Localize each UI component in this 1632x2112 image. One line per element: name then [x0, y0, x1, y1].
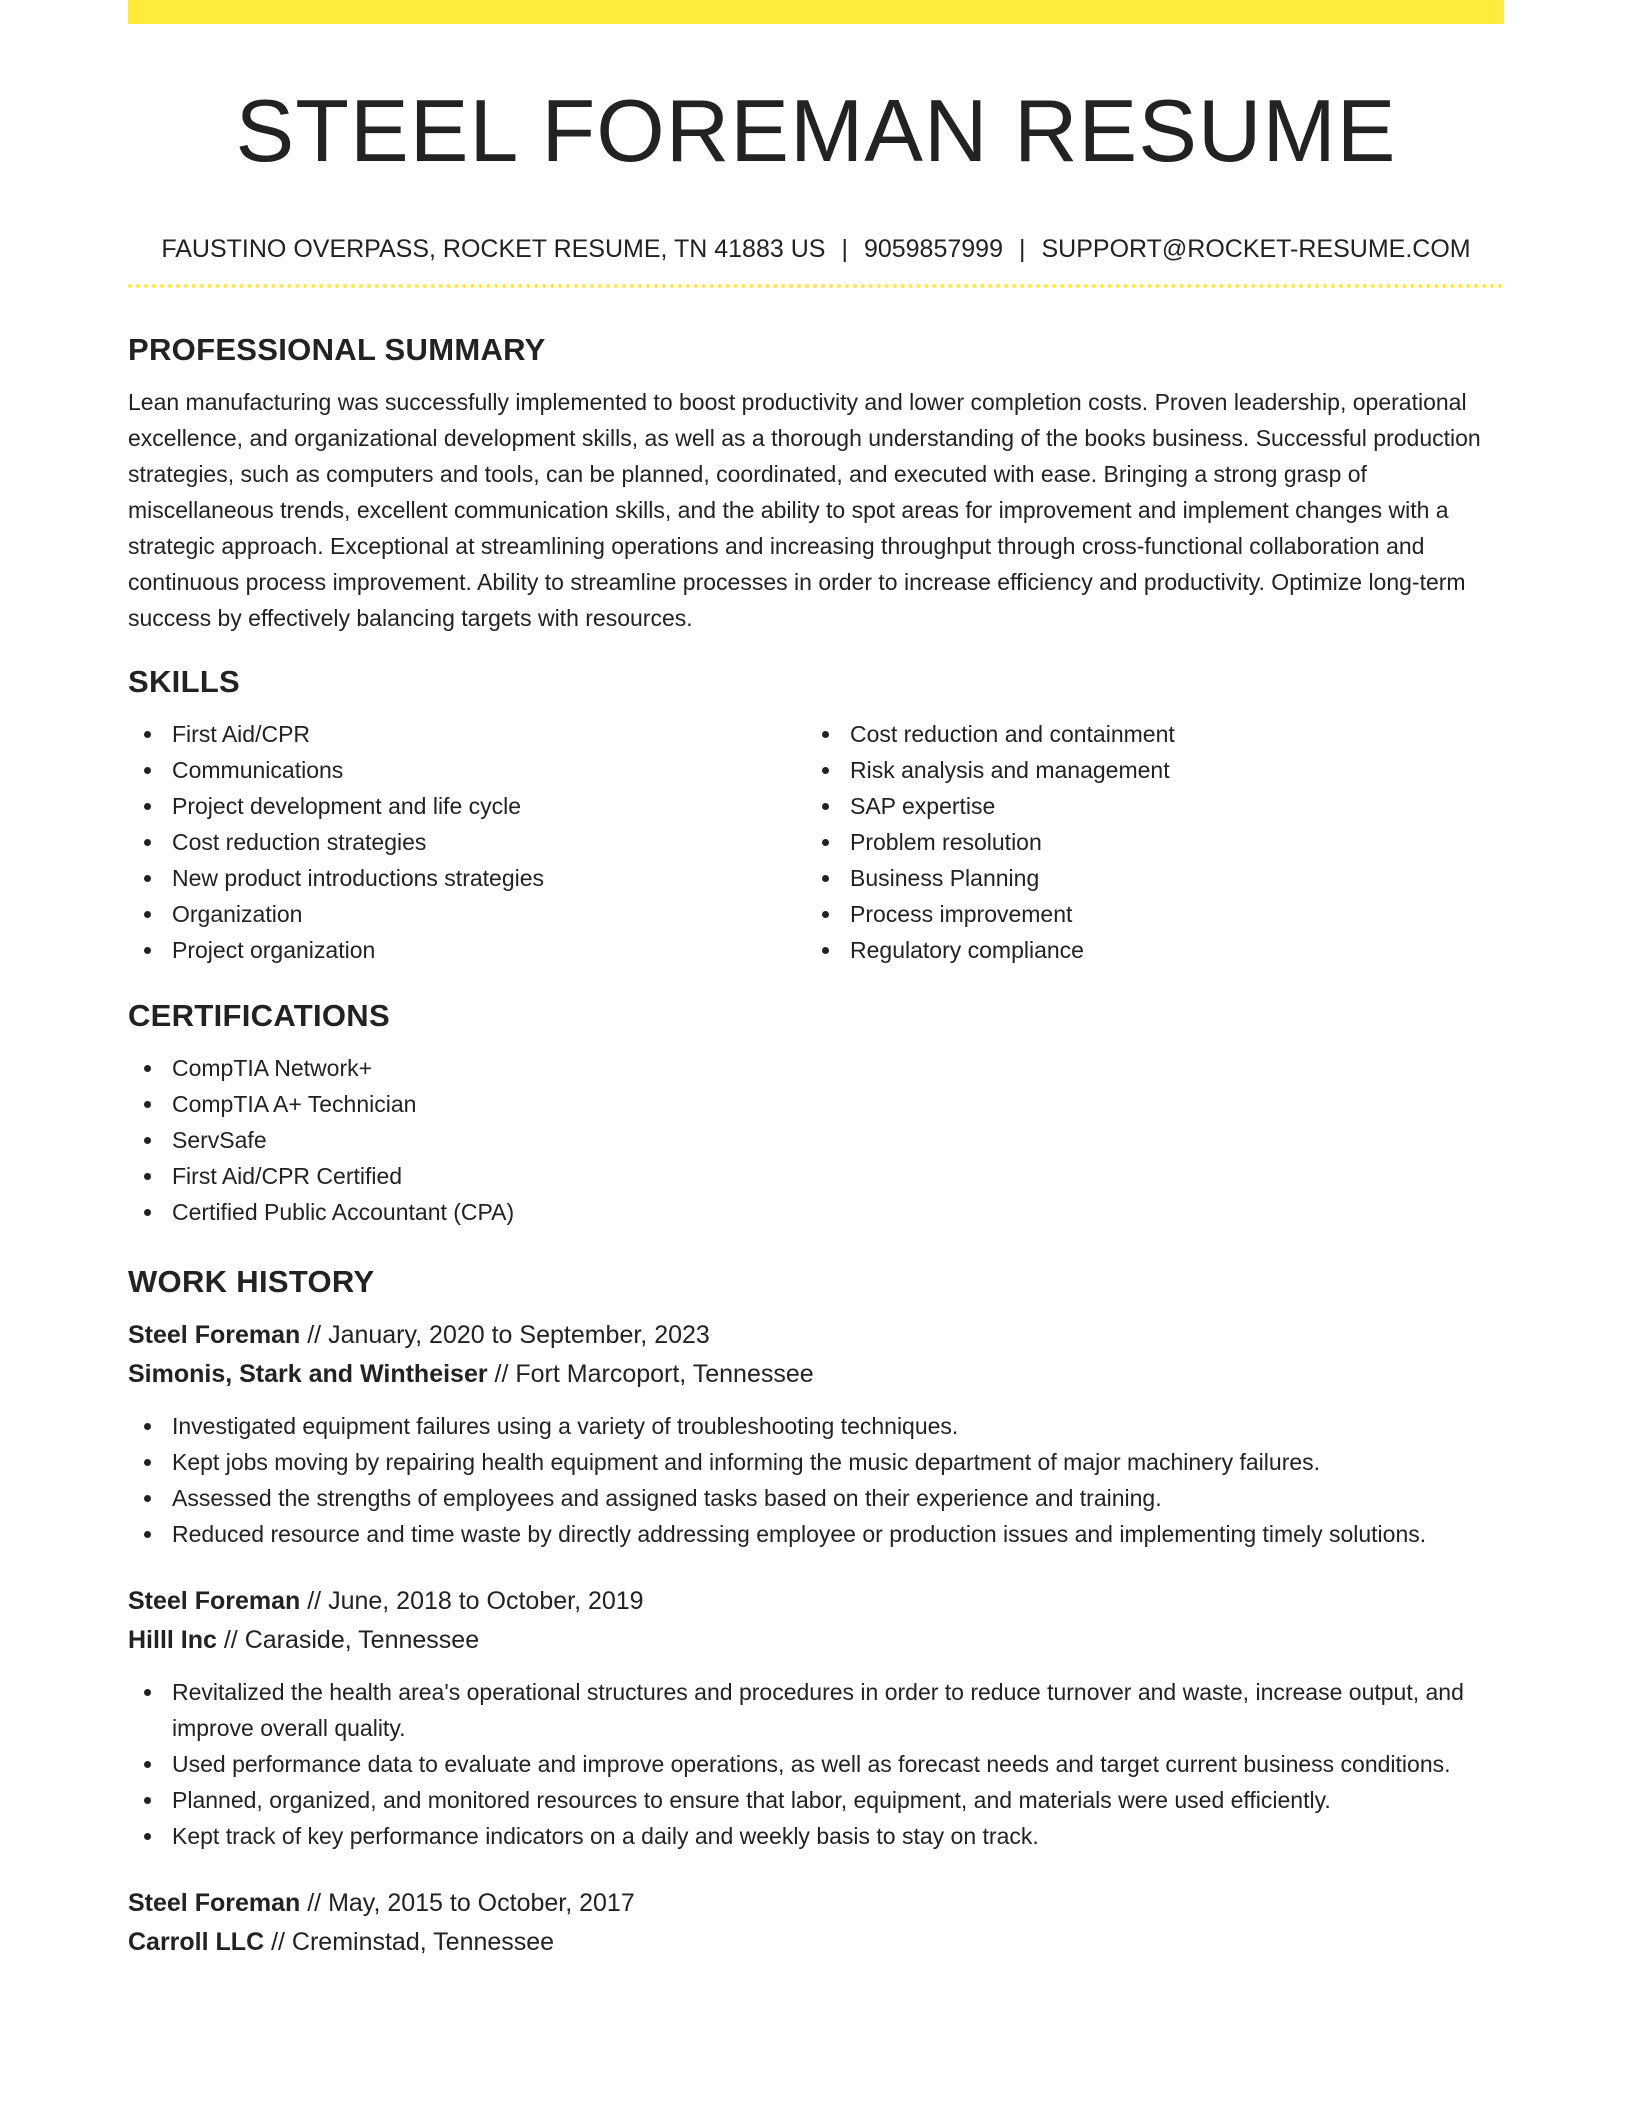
job-bullet: Reduced resource and time waste by directly addressing employee or production issues and implementing timely solutions. — [128, 1516, 1504, 1552]
job-company-line — [128, 1621, 1504, 1660]
job-company-line — [128, 1355, 1504, 1394]
skill-item: First Aid/CPR — [128, 716, 806, 752]
skill-item: Risk analysis and management — [806, 752, 1484, 788]
skill-item: Problem resolution — [806, 824, 1484, 860]
contact-phone: 9059857999 — [863, 235, 1003, 263]
job-role-line — [128, 1884, 1504, 1923]
job-role-line — [128, 1316, 1504, 1355]
skills-columns — [128, 716, 1504, 968]
job-bullet: Kept track of key performance indicators on a daily and weekly basis to stay on track. — [128, 1818, 1504, 1854]
work-history-heading: WORK HISTORY — [128, 1264, 375, 1299]
resume-content — [128, 0, 1504, 1962]
job-company: Carroll LLC — [128, 1928, 265, 1956]
job-bullets — [128, 1674, 1504, 1854]
summary-heading: PROFESSIONAL SUMMARY — [128, 332, 546, 367]
certifications-list — [128, 1050, 1504, 1230]
certification-item: ServSafe — [128, 1122, 1504, 1158]
skill-item: Project development and life cycle — [128, 788, 806, 824]
dotted-divider — [128, 284, 1504, 288]
skill-item: Communications — [128, 752, 806, 788]
contact-separator: | — [841, 235, 848, 263]
job-bullet: Planned, organized, and monitored resources to ensure that labor, equipment, and materials were used efficiently. — [128, 1782, 1504, 1818]
skill-item: Project organization — [128, 932, 806, 968]
job-entry — [128, 1316, 1504, 1552]
certification-item: Certified Public Accountant (CPA) — [128, 1194, 1504, 1230]
skill-item: Cost reduction and containment — [806, 716, 1484, 752]
job-company-line — [128, 1923, 1504, 1962]
job-bullet: Revitalized the health area's operational structures and procedures in order to reduce turnover and waste, increase output, and improve overall quality. — [128, 1674, 1504, 1746]
skill-item: New product introductions strategies — [128, 860, 806, 896]
job-company: Simonis, Stark and Wintheiser — [128, 1360, 488, 1388]
resume-title: STEEL FOREMAN RESUME — [235, 81, 1397, 180]
skill-item: Organization — [128, 896, 806, 932]
certification-item: First Aid/CPR Certified — [128, 1158, 1504, 1194]
job-location: // Fort Marcoport, Tennessee — [487, 1360, 814, 1388]
contact-email: SUPPORT@ROCKET-RESUME.COM — [1041, 235, 1471, 263]
job-location: // Creminstad, Tennessee — [264, 1928, 555, 1956]
certification-item: CompTIA A+ Technician — [128, 1086, 1504, 1122]
certification-item: CompTIA Network+ — [128, 1050, 1504, 1086]
job-bullet: Investigated equipment failures using a variety of troubleshooting techniques. — [128, 1408, 1504, 1444]
job-role: Steel Foreman — [128, 1889, 301, 1917]
contact-separator: | — [1018, 235, 1026, 263]
job-dates: // June, 2018 to October, 2019 — [300, 1587, 644, 1615]
summary-text: Lean manufacturing was successfully implemented to boost productivity and lower completion costs. Proven leadership, operational excellence, and organizational development skills, as well as a thorough understanding of the books business. Successful production strategies, such as computers and tools, can be planned, coordinated, and executed with ease. Bringing a strong grasp of miscellaneous trends, excellent communication skills, and the ability to spot areas for improvement and implement changes with a strategic approach. Exceptional at streamlining operations and increasing throughput through cross-functional collaboration and continuous process improvement. Ability to streamline processes in order to increase efficiency and productivity. Optimize long-term success by effectively balancing targets with resources. — [128, 389, 1481, 631]
skill-item: SAP expertise — [806, 788, 1484, 824]
certifications-heading: CERTIFICATIONS — [128, 998, 390, 1033]
job-role: Steel Foreman — [128, 1587, 301, 1615]
contact-line — [128, 232, 1504, 266]
contact-address: FAUSTINO OVERPASS, ROCKET RESUME, TN 41883 US — [161, 235, 826, 263]
job-role: Steel Foreman — [128, 1321, 301, 1349]
job-location: // Caraside, Tennessee — [216, 1626, 480, 1654]
skill-item: Process improvement — [806, 896, 1484, 932]
job-entry — [128, 1582, 1504, 1854]
job-company: Hilll Inc — [128, 1626, 217, 1654]
skills-list-right — [806, 716, 1484, 968]
skill-item: Regulatory compliance — [806, 932, 1484, 968]
job-dates: // May, 2015 to October, 2017 — [300, 1889, 635, 1917]
job-bullet: Assessed the strengths of employees and assigned tasks based on their experience and training. — [128, 1480, 1504, 1516]
skills-heading: SKILLS — [128, 664, 241, 699]
job-bullet: Kept jobs moving by repairing health equipment and informing the music department of major machinery failures. — [128, 1444, 1504, 1480]
skills-list-left — [128, 716, 806, 968]
job-role-line — [128, 1582, 1504, 1621]
job-bullet: Used performance data to evaluate and improve operations, as well as forecast needs and target current business conditions. — [128, 1746, 1504, 1782]
job-bullets — [128, 1408, 1504, 1552]
skill-item: Business Planning — [806, 860, 1484, 896]
job-dates: // January, 2020 to September, 2023 — [300, 1321, 710, 1349]
job-entry — [128, 1884, 1504, 1962]
skill-item: Cost reduction strategies — [128, 824, 806, 860]
